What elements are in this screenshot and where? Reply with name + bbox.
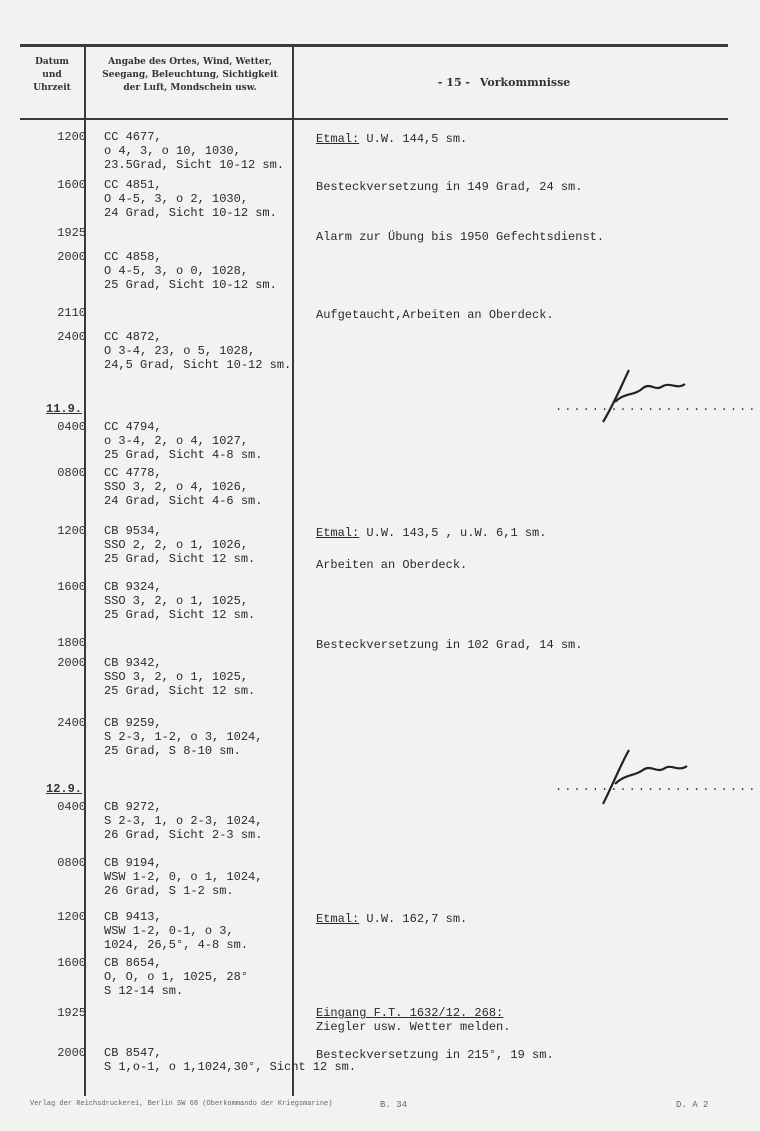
header-events-label: Vorkommnisse (479, 76, 571, 89)
entry-event (316, 912, 467, 926)
top-rule (20, 44, 728, 47)
entry-time: 0800 (57, 466, 86, 480)
entry-time: 2000 (57, 1046, 86, 1060)
entry-event-text: U.W. 162,7 sm. (359, 912, 468, 926)
signature-2 (555, 760, 760, 800)
signature-1 (555, 380, 760, 420)
entry-time: 1800 (57, 636, 86, 650)
entry-time: 1600 (57, 580, 86, 594)
entry-event: Arbeiten an Oberdeck. (316, 558, 468, 572)
entry-time: 2110 (57, 306, 86, 320)
entry-location-weather: CC 4851, O 4-5, 3, o 2, 1030, 24 Grad, Sicht 10-12 sm. (104, 178, 277, 220)
entry-event-text: U.W. 144,5 sm. (359, 132, 468, 146)
footer-form-number: B. 34 (380, 1100, 408, 1110)
entry-time: 2000 (57, 250, 86, 264)
entry-time: 0800 (57, 856, 86, 870)
entry-location-weather: CC 4794, o 3-4, 2, o 4, 1027, 25 Grad, Sicht 4-8 sm. (104, 420, 263, 462)
entry-location-weather: CB 9259, S 2-3, 1-2, o 3, 1024, 25 Grad, S 8-10 sm. (104, 716, 263, 758)
entry-event: Alarm zur Übung bis 1950 Gefechtsdienst. (316, 230, 605, 244)
entry-location-weather: CC 4677, o 4, 3, o 10, 1030, 23.5Grad, Sicht 10-12 sm. (104, 130, 285, 172)
entry-date: 11.9. (46, 402, 83, 416)
handwritten-signature (585, 362, 695, 432)
entry-time: 1600 (57, 178, 86, 192)
header-date-time: Datum und Uhrzeit (33, 57, 71, 93)
signature-dots: ...................... (555, 780, 758, 794)
entry-event-underlined: Etmal: (316, 526, 360, 540)
entry-location-weather: CB 9324, SSO 3, 2, o 1, 1025, 25 Grad, Sicht 12 sm. (104, 580, 256, 622)
entry-time: 1600 (57, 956, 86, 970)
footer-publisher: Verlag der Reichsdruckerei, Berlin SW 68 (Oberkommando der Kriegsmarine) (30, 1100, 333, 1108)
entry-event: Aufgetaucht,Arbeiten an Oberdeck. (316, 308, 554, 322)
signature-dots: ...................... (555, 400, 758, 414)
entry-location-weather: CB 9194, WSW 1-2, 0, o 1, 1024, 26 Grad, S 1-2 sm. (104, 856, 263, 898)
entry-event-underlined: Etmal: (316, 132, 360, 146)
entry-time: 1200 (57, 910, 86, 924)
entry-event-underlined: Etmal: (316, 912, 360, 926)
header-rule (20, 118, 728, 120)
entry-time: 2400 (57, 716, 86, 730)
column-divider-date (84, 46, 86, 1096)
entry-time: 1200 (57, 524, 86, 538)
entry-event-text: Ziegler usw. Wetter melden. (316, 1020, 511, 1034)
entry-date: 12.9. (46, 782, 83, 796)
entry-event (316, 132, 467, 146)
handwritten-signature (585, 742, 695, 812)
entry-time: 0400 (57, 800, 86, 814)
entry-time: 1925 (57, 1006, 86, 1020)
entry-location-weather: CB 8654, O, O, o 1, 1025, 28° S 12-14 sm. (104, 956, 249, 998)
entry-event (316, 526, 546, 540)
header-location-weather: Angabe des Ortes, Wind, Wetter, Seegang, Beleuchtung, Sichtigkeit der Luft, Mondschein usw. (102, 57, 278, 93)
page-number: - 15 - (437, 76, 470, 89)
entry-time: 2000 (57, 656, 86, 670)
entry-location-weather: CB 9534, SSO 2, 2, o 1, 1026, 25 Grad, Sicht 12 sm. (104, 524, 256, 566)
entry-time: 1200 (57, 130, 86, 144)
entry-location-weather: CC 4872, O 3-4, 23, o 5, 1028, 24,5 Grad, Sicht 10-12 sm. (104, 330, 292, 372)
entry-location-weather: CB 9413, WSW 1-2, 0-1, o 3, 1024, 26,5°, 4-8 sm. (104, 910, 249, 952)
entry-location-weather: CB 8547, S 1,o-1, o 1,1024,30°, Sicht 12 sm. (104, 1046, 357, 1074)
entry-event: Besteckversetzung in 149 Grad, 24 sm. (316, 180, 583, 194)
entry-location-weather: CB 9272, S 2-3, 1, o 2-3, 1024, 26 Grad, Sicht 2-3 sm. (104, 800, 263, 842)
entry-event: Besteckversetzung in 102 Grad, 14 sm. (316, 638, 583, 652)
entry-event (316, 1006, 510, 1034)
entry-event-text: U.W. 143,5 , u.W. 6,1 sm. (359, 526, 547, 540)
entry-location-weather: CC 4858, O 4-5, 3, o 0, 1028, 25 Grad, Sicht 10-12 sm. (104, 250, 277, 292)
header-events (300, 76, 720, 89)
entry-location-weather: CB 9342, SSO 3, 2, o 1, 1025, 25 Grad, Sicht 12 sm. (104, 656, 256, 698)
footer-code: D. A 2 (676, 1100, 709, 1110)
entry-time: 1925 (57, 226, 86, 240)
entry-location-weather: CC 4778, SSO 3, 2, o 4, 1026, 24 Grad, Sicht 4-6 sm. (104, 466, 263, 508)
entry-event: Besteckversetzung in 215°, 19 sm. (316, 1048, 554, 1062)
entry-time: 2400 (57, 330, 86, 344)
entry-event-underlined: Eingang F.T. 1632/12. 268: (316, 1006, 504, 1020)
entry-time: 0400 (57, 420, 86, 434)
